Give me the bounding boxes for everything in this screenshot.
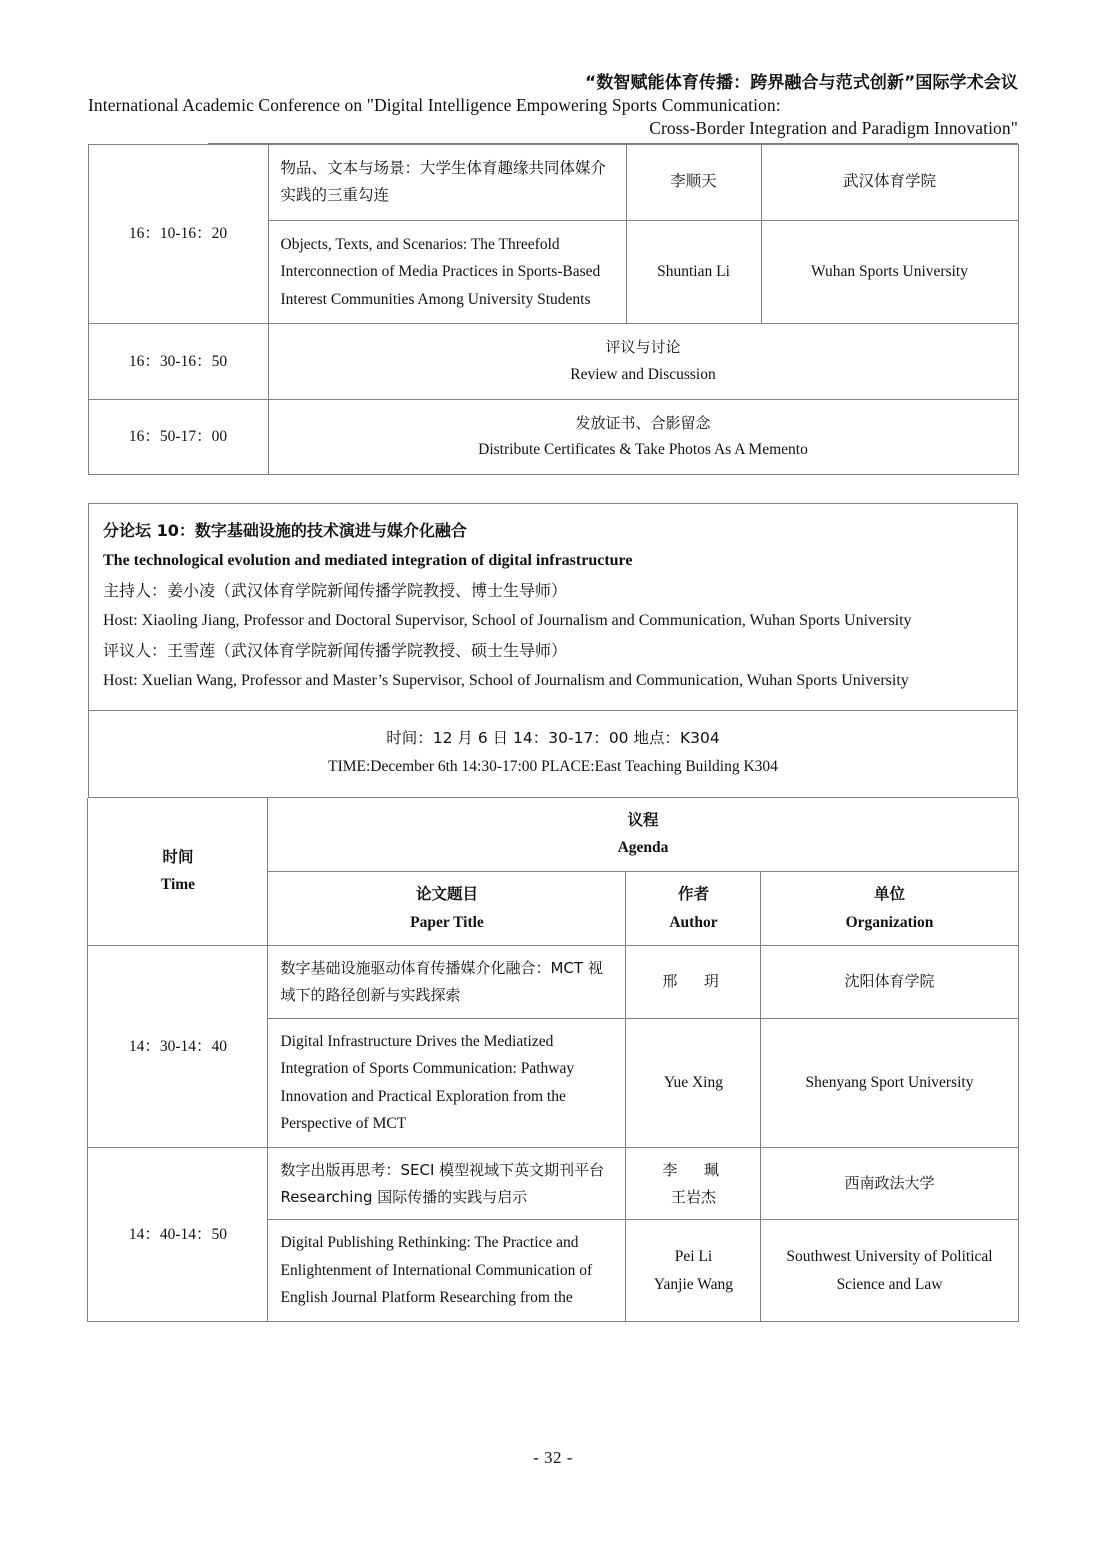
table-row xyxy=(88,946,1018,1018)
cell-organization-en-line2: Science and Law xyxy=(836,1275,943,1293)
header-organization-cn: 单位 xyxy=(873,884,905,903)
cell-time-slot: 16：30-16：50 xyxy=(88,324,268,399)
header-author-en: Author xyxy=(669,913,718,931)
session-label-cn: 评议与讨论 xyxy=(605,338,681,357)
header-author xyxy=(626,871,761,945)
cell-session-label xyxy=(268,324,1018,399)
header-time-cn: 时间 xyxy=(162,847,194,866)
cell-paper-title-cn: 数字基础设施驱动体育传播媒介化融合：MCT 视域下的路径创新与实践探索 xyxy=(268,946,626,1018)
table-row xyxy=(88,324,1018,399)
cell-time-slot: 14：40-14：50 xyxy=(88,1147,268,1321)
cell-author-en xyxy=(626,1220,761,1322)
cell-time-slot: 14：30-14：40 xyxy=(88,946,268,1148)
cell-author-cn xyxy=(626,1147,761,1219)
cell-organization-en-line1: Southwest University of Political xyxy=(786,1247,993,1265)
cell-author-cn: 李顺天 xyxy=(626,144,761,220)
header-paper-title-cn: 论文题目 xyxy=(415,884,478,903)
document-running-header xyxy=(88,0,1018,144)
forum-host-en: Host: Xiaoling Jiang, Professor and Doctoral Supervisor, School of Journalism and Communication, Wuhan Sports University xyxy=(103,612,912,630)
forum-host-cn: 主持人：姜小凌（武汉体育学院新闻传播学院教授、博士生导师） xyxy=(103,581,568,601)
table-row xyxy=(88,399,1018,474)
time-place-cn: 时间：12 月 6 日 14：30-17：00 地点：K304 xyxy=(386,729,720,748)
cell-author-en-line2: Yanjie Wang xyxy=(653,1275,734,1293)
agenda-table xyxy=(87,798,1018,1322)
header-agenda-en: Agenda xyxy=(617,839,669,857)
header-title-chinese: “数智赋能体育传播：跨界融合与范式创新”国际学术会议 xyxy=(585,73,1018,93)
cell-paper-title-en: Digital Infrastructure Drives the Mediatized Integration of Sports Communication: Pathway Innovation and Practical Exploration from the Perspective of MCT xyxy=(268,1018,626,1147)
cell-organization-en: Wuhan Sports University xyxy=(761,220,1018,324)
cell-author-cn-line2: 王岩杰 xyxy=(670,1187,716,1206)
header-organization-en: Organization xyxy=(845,913,934,931)
header-organization xyxy=(761,871,1018,945)
cell-organization-cn: 沈阳体育学院 xyxy=(761,946,1018,1018)
session-label-en: Review and Discussion xyxy=(570,366,716,384)
table-row xyxy=(88,144,1018,220)
header-agenda xyxy=(268,798,1018,872)
table-row xyxy=(88,1147,1018,1219)
header-author-cn: 作者 xyxy=(677,884,709,903)
session-label-en: Distribute Certificates & Take Photos As A Memento xyxy=(478,441,808,459)
section-spacer xyxy=(0,475,1106,503)
cell-paper-title-cn: 物品、文本与场景：大学生体育趣缘共同体媒介实践的三重勾连 xyxy=(268,144,626,220)
time-place-band xyxy=(88,711,1018,797)
header-time xyxy=(88,798,268,946)
cell-organization-en xyxy=(761,1220,1018,1322)
cell-time-slot: 16：50-17：00 xyxy=(88,399,268,474)
cell-organization-cn: 武汉体育学院 xyxy=(761,144,1018,220)
cell-author-cn-line1: 李 珮 xyxy=(662,1160,725,1179)
forum-intro-box xyxy=(88,503,1018,711)
forum-reviewer-cn: 评议人：王雪莲（武汉体育学院新闻传播学院教授、硕士生导师） xyxy=(103,641,568,661)
session-label-cn: 发放证书、合影留念 xyxy=(575,413,711,432)
cell-session-label xyxy=(268,399,1018,474)
cell-author-cn: 邢 玥 xyxy=(626,946,761,1018)
cell-author-en-line1: Pei Li xyxy=(674,1247,713,1265)
header-time-en: Time xyxy=(160,876,196,894)
cell-paper-title-en: Objects, Texts, and Scenarios: The Threefold Interconnection of Media Practices in Sports-Based Interest Communities Among University Students xyxy=(268,220,626,324)
forum-title-cn: 分论坛 10：数字基础设施的技术演进与媒介化融合 xyxy=(103,521,467,541)
header-paper-title xyxy=(268,871,626,945)
cell-time-slot: 16：10-16：20 xyxy=(88,144,268,324)
continued-schedule-table xyxy=(88,144,1019,475)
header-title-english-line1: International Academic Conference on "Digital Intelligence Empowering Sports Communication: xyxy=(88,95,781,116)
cell-paper-title-cn: 数字出版再思考：SECI 模型视域下英文期刊平台 Researching 国际传播的实践与启示 xyxy=(268,1147,626,1219)
cell-organization-cn: 西南政法大学 xyxy=(761,1147,1018,1219)
cell-paper-title-en: Digital Publishing Rethinking: The Practice and Enlightenment of International Communication of English Journal Platform Researching from the xyxy=(268,1220,626,1322)
forum-title-en: The technological evolution and mediated integration of digital infrastructure xyxy=(103,552,633,570)
table-header-row xyxy=(88,798,1018,872)
time-place-en: TIME:December 6th 14:30-17:00 PLACE:East Teaching Building K304 xyxy=(328,758,778,776)
header-paper-title-en: Paper Title xyxy=(410,913,484,931)
header-agenda-cn: 议程 xyxy=(627,810,659,829)
cell-author-en: Yue Xing xyxy=(626,1018,761,1147)
header-title-english-line2: Cross-Border Integration and Paradigm Innovation" xyxy=(649,117,1018,138)
cell-organization-en: Shenyang Sport University xyxy=(761,1018,1018,1147)
page-number-footer: - 32 - xyxy=(533,1448,573,1467)
cell-author-en: Shuntian Li xyxy=(626,220,761,324)
forum-reviewer-en: Host: Xuelian Wang, Professor and Master’s Supervisor, School of Journalism and Communication, Wuhan Sports University xyxy=(103,672,909,690)
